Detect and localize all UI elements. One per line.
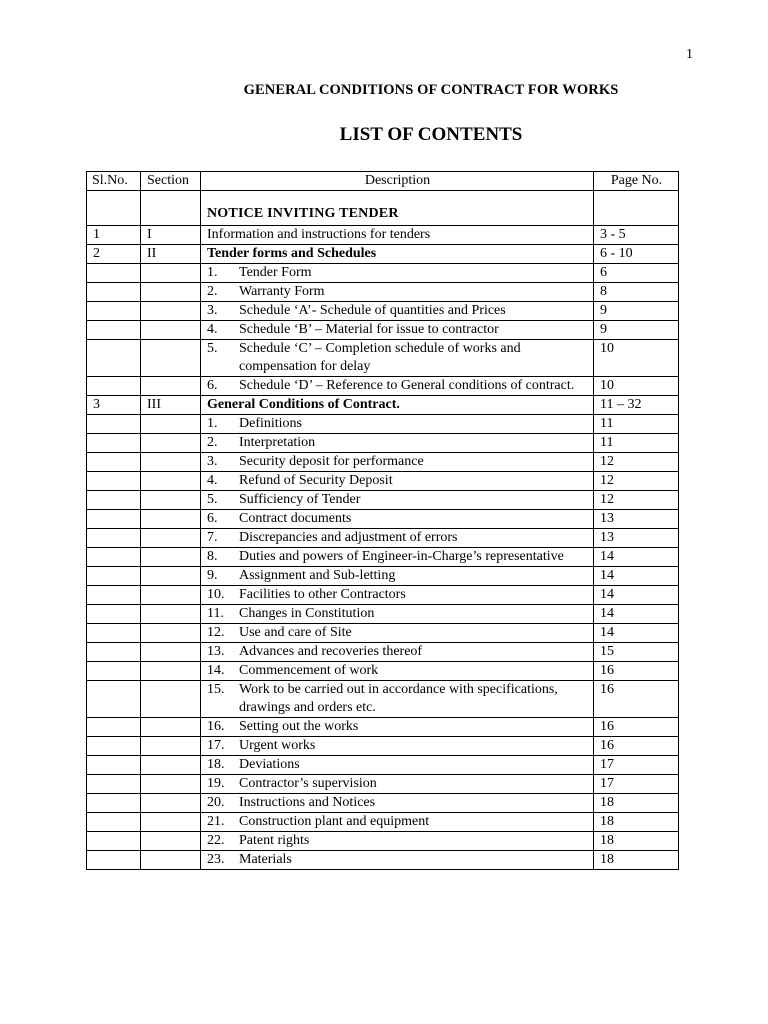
section-cell (141, 756, 201, 775)
contents-table (86, 171, 679, 870)
sl-no-cell (87, 510, 141, 529)
table-row (87, 832, 679, 851)
header-sl-no: Sl.No. (87, 172, 141, 191)
numbered-item (207, 510, 588, 528)
section-cell (141, 340, 201, 377)
description-cell (201, 264, 594, 283)
numbered-item (207, 737, 588, 755)
section-cell (141, 321, 201, 340)
description-cell (201, 340, 594, 377)
page-no-cell: 16 (594, 737, 679, 756)
numbered-item (207, 491, 588, 509)
item-text: Urgent works (239, 738, 316, 753)
item-number: 6. (207, 511, 218, 526)
numbered-item (207, 453, 588, 471)
section-cell (141, 377, 201, 396)
section-heading-text: General Conditions of Contract. (207, 397, 400, 412)
section-cell (141, 775, 201, 794)
numbered-item (207, 529, 588, 547)
sl-no-cell: 2 (87, 245, 141, 264)
section-cell (141, 283, 201, 302)
header-description: Description (201, 172, 594, 191)
page-no-cell: 6 - 10 (594, 245, 679, 264)
numbered-item (207, 643, 588, 661)
page-no-cell: 10 (594, 377, 679, 396)
item-text: Interpretation (239, 435, 316, 450)
numbered-item (207, 434, 588, 452)
table-row (87, 794, 679, 813)
description-cell (201, 283, 594, 302)
page-no-cell: 14 (594, 567, 679, 586)
numbered-item (207, 794, 588, 812)
sl-no-cell (87, 548, 141, 567)
table-row (87, 491, 679, 510)
description-cell (201, 321, 594, 340)
page-no-cell: 13 (594, 529, 679, 548)
page-no-cell: 3 - 5 (594, 226, 679, 245)
item-number: 3. (207, 303, 218, 318)
notice-section-cell (141, 191, 201, 226)
item-number: 23. (207, 852, 225, 867)
section-cell (141, 737, 201, 756)
numbered-item (207, 832, 588, 850)
table-row (87, 643, 679, 662)
sl-no-cell (87, 529, 141, 548)
section-cell (141, 681, 201, 718)
section-cell (141, 718, 201, 737)
description-cell (201, 567, 594, 586)
item-number: 9. (207, 568, 218, 583)
table-row (87, 681, 679, 718)
sl-no-cell (87, 851, 141, 870)
item-text: Contractor’s supervision (239, 776, 377, 791)
header-page-no: Page No. (594, 172, 679, 191)
section-heading-text: Tender forms and Schedules (207, 246, 377, 261)
page-no-cell: 17 (594, 775, 679, 794)
sl-no-cell (87, 586, 141, 605)
sl-no-cell: 3 (87, 396, 141, 415)
sl-no-cell (87, 340, 141, 377)
sl-no-cell (87, 302, 141, 321)
numbered-item (207, 718, 588, 736)
page-no-cell: 18 (594, 813, 679, 832)
item-text: Refund of Security Deposit (239, 473, 393, 488)
sl-no-cell: 1 (87, 226, 141, 245)
page-no-cell: 14 (594, 624, 679, 643)
page-no-cell: 16 (594, 662, 679, 681)
table-row (87, 340, 679, 377)
item-text: Patent rights (239, 833, 310, 848)
numbered-item (207, 586, 588, 604)
sl-no-cell (87, 832, 141, 851)
item-number: 4. (207, 322, 218, 337)
description-cell (201, 510, 594, 529)
description-cell (201, 605, 594, 624)
item-text: Security deposit for performance (239, 454, 424, 469)
table-row (87, 775, 679, 794)
description-cell (201, 586, 594, 605)
notice-row (87, 191, 679, 226)
sl-no-cell (87, 415, 141, 434)
item-text: Contract documents (239, 511, 352, 526)
item-text: Discrepancies and adjustment of errors (239, 530, 458, 545)
numbered-item (207, 756, 588, 774)
page-no-cell: 6 (594, 264, 679, 283)
page-no-cell: 11 (594, 434, 679, 453)
item-number: 14. (207, 663, 225, 678)
section-cell (141, 472, 201, 491)
page-no-cell: 14 (594, 605, 679, 624)
description-cell (201, 529, 594, 548)
item-text: Warranty Form (239, 284, 325, 299)
item-number: 7. (207, 530, 218, 545)
description-cell (201, 434, 594, 453)
table-row (87, 415, 679, 434)
section-cell (141, 491, 201, 510)
sl-no-cell (87, 794, 141, 813)
item-text: Work to be carried out in accordance with specifications, drawings and orders etc. (239, 682, 558, 715)
section-cell (141, 548, 201, 567)
sl-no-cell (87, 377, 141, 396)
description-cell (201, 472, 594, 491)
sl-no-cell (87, 605, 141, 624)
item-number: 11. (207, 606, 224, 621)
table-row (87, 283, 679, 302)
description-cell (201, 396, 594, 415)
table-row (87, 737, 679, 756)
description-cell (201, 813, 594, 832)
numbered-item (207, 340, 588, 376)
description-cell (201, 226, 594, 245)
sl-no-cell (87, 737, 141, 756)
item-number: 2. (207, 284, 218, 299)
item-text: Duties and powers of Engineer-in-Charge’s representative (239, 549, 564, 564)
section-cell (141, 434, 201, 453)
item-number: 18. (207, 757, 225, 772)
numbered-item (207, 605, 588, 623)
table-row (87, 245, 679, 264)
page-number: 1 (686, 47, 693, 62)
sl-no-cell (87, 472, 141, 491)
description-text: Information and instructions for tenders (207, 227, 431, 242)
table-row (87, 605, 679, 624)
numbered-item (207, 302, 588, 320)
page-no-cell: 13 (594, 510, 679, 529)
description-cell (201, 718, 594, 737)
section-cell: I (141, 226, 201, 245)
description-cell (201, 737, 594, 756)
description-cell (201, 832, 594, 851)
description-cell (201, 302, 594, 321)
sl-no-cell (87, 718, 141, 737)
page-no-cell: 18 (594, 851, 679, 870)
item-text: Use and care of Site (239, 625, 352, 640)
table-row (87, 377, 679, 396)
notice-description-cell (201, 191, 594, 226)
description-cell (201, 681, 594, 718)
section-cell (141, 813, 201, 832)
item-text: Schedule ‘B’ – Material for issue to contractor (239, 322, 499, 337)
table-header-row (87, 172, 679, 191)
item-number: 5. (207, 492, 218, 507)
description-cell (201, 851, 594, 870)
table-row (87, 396, 679, 415)
item-text: Tender Form (239, 265, 312, 280)
table-row (87, 548, 679, 567)
item-number: 21. (207, 814, 225, 829)
item-text: Commencement of work (239, 663, 379, 678)
page-no-cell: 12 (594, 453, 679, 472)
page-no-cell: 18 (594, 832, 679, 851)
section-cell (141, 794, 201, 813)
document-title: GENERAL CONDITIONS OF CONTRACT FOR WORKS (243, 82, 619, 98)
page-no-cell: 12 (594, 491, 679, 510)
item-text: Schedule ‘D’ – Reference to General conditions of contract. (239, 378, 575, 393)
sl-no-cell (87, 681, 141, 718)
contents-table-body (87, 172, 679, 870)
item-number: 4. (207, 473, 218, 488)
numbered-item (207, 264, 588, 282)
section-cell (141, 567, 201, 586)
sl-no-cell (87, 567, 141, 586)
sl-no-cell (87, 283, 141, 302)
item-text: Assignment and Sub-letting (239, 568, 396, 583)
item-number: 8. (207, 549, 218, 564)
item-text: Facilities to other Contractors (239, 587, 406, 602)
item-text: Setting out the works (239, 719, 359, 734)
header-section: Section (141, 172, 201, 191)
table-row (87, 321, 679, 340)
section-cell (141, 624, 201, 643)
section-cell (141, 415, 201, 434)
sl-no-cell (87, 813, 141, 832)
table-row (87, 662, 679, 681)
page-no-cell: 8 (594, 283, 679, 302)
description-cell (201, 245, 594, 264)
section-cell (141, 529, 201, 548)
description-cell (201, 775, 594, 794)
item-text: Schedule ‘A’- Schedule of quantities and Prices (239, 303, 506, 318)
section-cell (141, 832, 201, 851)
numbered-item (207, 548, 588, 566)
section-cell (141, 586, 201, 605)
numbered-item (207, 681, 588, 717)
numbered-item (207, 472, 588, 490)
page-no-cell: 12 (594, 472, 679, 491)
section-cell (141, 643, 201, 662)
table-row (87, 472, 679, 491)
numbered-item (207, 321, 588, 339)
section-cell (141, 453, 201, 472)
item-number: 19. (207, 776, 225, 791)
item-text: Sufficiency of Tender (239, 492, 361, 507)
sl-no-cell (87, 491, 141, 510)
page-no-cell: 16 (594, 718, 679, 737)
section-cell (141, 510, 201, 529)
page-no-cell: 10 (594, 340, 679, 377)
sl-no-cell (87, 643, 141, 662)
table-row (87, 813, 679, 832)
sl-no-cell (87, 624, 141, 643)
table-row (87, 851, 679, 870)
item-number: 12. (207, 625, 225, 640)
page-no-cell: 16 (594, 681, 679, 718)
page-no-cell: 9 (594, 321, 679, 340)
section-cell: III (141, 396, 201, 415)
item-text: Changes in Constitution (239, 606, 375, 621)
table-row (87, 756, 679, 775)
sl-no-cell (87, 775, 141, 794)
item-number: 3. (207, 454, 218, 469)
page-no-cell: 9 (594, 302, 679, 321)
page-no-cell: 11 (594, 415, 679, 434)
page-no-cell: 11 – 32 (594, 396, 679, 415)
description-cell (201, 624, 594, 643)
item-number: 10. (207, 587, 225, 602)
contents-heading: LIST OF CONTENTS (339, 124, 523, 145)
item-number: 6. (207, 378, 218, 393)
table-row (87, 529, 679, 548)
numbered-item (207, 283, 588, 301)
table-row (87, 226, 679, 245)
item-text: Definitions (239, 416, 302, 431)
table-row (87, 453, 679, 472)
sl-no-cell (87, 662, 141, 681)
notice-sl-cell (87, 191, 141, 226)
table-row (87, 624, 679, 643)
item-number: 1. (207, 265, 218, 280)
section-cell (141, 662, 201, 681)
sl-no-cell (87, 321, 141, 340)
item-text: Instructions and Notices (239, 795, 376, 810)
page-no-cell: 14 (594, 548, 679, 567)
table-row (87, 264, 679, 283)
numbered-item (207, 415, 588, 433)
description-cell (201, 643, 594, 662)
sl-no-cell (87, 434, 141, 453)
item-number: 5. (207, 341, 218, 356)
section-cell (141, 851, 201, 870)
item-text: Schedule ‘C’ – Completion schedule of works and compensation for delay (239, 341, 521, 374)
page-no-cell: 14 (594, 586, 679, 605)
numbered-item (207, 567, 588, 585)
numbered-item (207, 851, 588, 869)
table-row (87, 434, 679, 453)
numbered-item (207, 662, 588, 680)
page-no-cell: 15 (594, 643, 679, 662)
description-cell (201, 453, 594, 472)
notice-heading: NOTICE INVITING TENDER (207, 206, 399, 221)
item-text: Advances and recoveries thereof (239, 644, 423, 659)
numbered-item (207, 775, 588, 793)
item-number: 2. (207, 435, 218, 450)
table-row (87, 510, 679, 529)
description-cell (201, 415, 594, 434)
notice-page-cell (594, 191, 679, 226)
section-cell (141, 264, 201, 283)
sl-no-cell (87, 756, 141, 775)
item-text: Deviations (239, 757, 300, 772)
item-text: Construction plant and equipment (239, 814, 430, 829)
item-number: 1. (207, 416, 218, 431)
table-row (87, 586, 679, 605)
item-number: 20. (207, 795, 225, 810)
item-number: 17. (207, 738, 225, 753)
numbered-item (207, 624, 588, 642)
item-number: 13. (207, 644, 225, 659)
item-number: 22. (207, 833, 225, 848)
item-number: 16. (207, 719, 225, 734)
sl-no-cell (87, 453, 141, 472)
description-cell (201, 548, 594, 567)
section-cell (141, 605, 201, 624)
page-no-cell: 18 (594, 794, 679, 813)
table-row (87, 718, 679, 737)
section-cell: II (141, 245, 201, 264)
section-cell (141, 302, 201, 321)
page-no-cell: 17 (594, 756, 679, 775)
numbered-item (207, 813, 588, 831)
sl-no-cell (87, 264, 141, 283)
description-cell (201, 662, 594, 681)
description-cell (201, 491, 594, 510)
description-cell (201, 756, 594, 775)
table-row (87, 302, 679, 321)
numbered-item (207, 377, 588, 395)
item-text: Materials (239, 852, 292, 867)
description-cell (201, 377, 594, 396)
table-row (87, 567, 679, 586)
item-number: 15. (207, 682, 225, 697)
description-cell (201, 794, 594, 813)
